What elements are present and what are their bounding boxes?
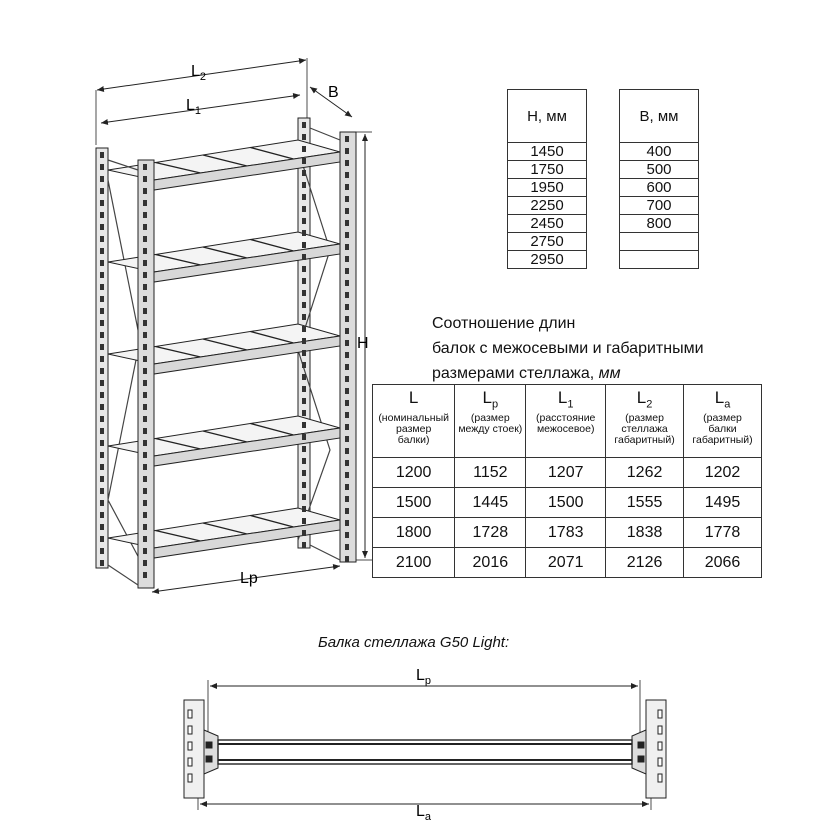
table-cell: 1838 (606, 518, 684, 548)
dimension-l1 (101, 95, 300, 123)
table-cell: 2126 (606, 548, 684, 578)
beam-connector-left (204, 730, 218, 774)
col-header-l: L (номинальный размер балки) (373, 385, 455, 458)
perforation-hole (302, 530, 306, 536)
perforation-hole (100, 488, 104, 494)
table-row (373, 458, 762, 488)
table-cell: 2016 (455, 548, 526, 578)
perforation-hole (302, 290, 306, 296)
perforation-hole (100, 176, 104, 182)
perforation-hole (345, 244, 349, 250)
table-cell: 1262 (606, 458, 684, 488)
perforation-hole (345, 328, 349, 334)
perforation-hole (143, 308, 147, 314)
perforation-hole (345, 472, 349, 478)
beam-upright-left (184, 700, 204, 798)
table-cell: 2100 (373, 548, 455, 578)
table-cell: 1445 (455, 488, 526, 518)
table-cell: 1202 (684, 458, 762, 488)
perforation-hole (302, 218, 306, 224)
perforation-hole (345, 388, 349, 394)
perforation-hole (100, 344, 104, 350)
dimension-beam-la (198, 770, 651, 823)
perforation-hole (302, 506, 306, 512)
perforation-hole (100, 452, 104, 458)
perforation-hole (302, 494, 306, 500)
perforation-hole (143, 500, 147, 506)
perforation-hole (345, 556, 349, 562)
ratio-table (372, 384, 762, 578)
perforation-hole (100, 524, 104, 530)
perforation-hole (302, 374, 306, 380)
table-row (373, 518, 762, 548)
perforation-hole (100, 332, 104, 338)
height-table-header: H, мм (508, 90, 587, 143)
perforation-hole (302, 470, 306, 476)
label-l2: $L_2$ (191, 63, 207, 83)
perforation-hole (345, 412, 349, 418)
perforation-hole (143, 452, 147, 458)
perforation-hole (302, 182, 306, 188)
perforation-hole (345, 544, 349, 550)
beam-connector-right (632, 730, 646, 774)
table-cell: 2071 (526, 548, 606, 578)
label-lp: Lp (240, 570, 258, 587)
table-cell: 1207 (526, 458, 606, 488)
perforation-hole (345, 400, 349, 406)
perforation-hole (143, 416, 147, 422)
perforation-hole (302, 170, 306, 176)
col-header-l2: $L_2$ (размер стеллажа габаритный) (606, 385, 684, 458)
depth-value (620, 251, 699, 269)
perforation-hole (143, 488, 147, 494)
table-cell: 1500 (373, 488, 455, 518)
perforation-hole (100, 260, 104, 266)
label-beam-la: $L_a$ (416, 803, 432, 823)
perforation-hole (100, 548, 104, 554)
perforation-hole (345, 268, 349, 274)
table-cell: 1200 (373, 458, 455, 488)
label-beam-lp: $L_p$ (416, 667, 432, 687)
perforation-hole (345, 316, 349, 322)
depth-value: 700 (620, 197, 699, 215)
perforation-hole (100, 536, 104, 542)
perforation-hole (100, 224, 104, 230)
table-cell: 1778 (684, 518, 762, 548)
height-table (507, 89, 587, 269)
dimension-b (310, 84, 352, 117)
perforation-hole (100, 296, 104, 302)
perforation-hole (345, 520, 349, 526)
dimension-l2 (96, 58, 307, 145)
perforation-hole (302, 386, 306, 392)
perforation-hole (345, 484, 349, 490)
ratio-note (432, 311, 762, 386)
table-cell: 1783 (526, 518, 606, 548)
ratio-note-line2: балок с межосевыми и габаритными (432, 340, 704, 357)
perforation-hole (345, 172, 349, 178)
perforation-hole (302, 146, 306, 152)
height-value: 1950 (508, 179, 587, 197)
perforation-hole (302, 446, 306, 452)
perforation-hole (302, 542, 306, 548)
table-cell: 1495 (684, 488, 762, 518)
label-h: H (357, 335, 369, 352)
dimension-h (356, 132, 372, 560)
perforation-hole (345, 220, 349, 226)
perforation-hole (302, 314, 306, 320)
perforation-hole (143, 332, 147, 338)
perforation-hole (143, 320, 147, 326)
perforation-hole (302, 230, 306, 236)
perforation-hole (302, 458, 306, 464)
perforation-hole (143, 404, 147, 410)
perforation-hole (143, 344, 147, 350)
perforation-hole (345, 196, 349, 202)
perforation-hole (143, 164, 147, 170)
perforation-hole (302, 422, 306, 428)
perforation-hole (302, 518, 306, 524)
table-cell: 1555 (606, 488, 684, 518)
perforation-hole (345, 532, 349, 538)
perforation-hole (302, 122, 306, 128)
rack-drawing (0, 0, 380, 610)
perforation-hole (100, 476, 104, 482)
beam-body (218, 740, 632, 764)
perforation-hole (100, 236, 104, 242)
perforation-hole (143, 296, 147, 302)
col-header-lp: $L_p$ (размер между стоек) (455, 385, 526, 458)
depth-value: 600 (620, 179, 699, 197)
perforation-hole (143, 476, 147, 482)
perforation-hole (100, 320, 104, 326)
depth-table-header: B, мм (620, 90, 699, 143)
perforation-hole (143, 440, 147, 446)
perforation-hole (345, 340, 349, 346)
label-l1: $L_1$ (186, 97, 202, 117)
perforation-hole (100, 356, 104, 362)
perforation-hole (302, 482, 306, 488)
perforation-hole (143, 188, 147, 194)
perforation-hole (100, 272, 104, 278)
perforation-hole (100, 512, 104, 518)
depth-value: 400 (620, 143, 699, 161)
ratio-note-line3: размерами стеллажа, мм (432, 365, 621, 382)
perforation-hole (100, 440, 104, 446)
perforation-hole (302, 242, 306, 248)
perforation-hole (100, 416, 104, 422)
perforation-hole (143, 356, 147, 362)
perforation-hole (143, 524, 147, 530)
perforation-hole (143, 572, 147, 578)
dimension-lp (152, 566, 340, 592)
perforation-hole (302, 362, 306, 368)
label-b: B (328, 84, 339, 101)
perforation-hole (345, 208, 349, 214)
perforation-hole (302, 410, 306, 416)
perforation-hole (100, 200, 104, 206)
depth-value (620, 233, 699, 251)
table-row (373, 548, 762, 578)
perforation-hole (100, 404, 104, 410)
perforation-hole (100, 464, 104, 470)
perforation-hole (143, 428, 147, 434)
perforation-hole (345, 160, 349, 166)
perforation-hole (143, 548, 147, 554)
perforation-hole (143, 392, 147, 398)
perforation-hole (345, 256, 349, 262)
perforation-hole (302, 326, 306, 332)
perforation-hole (302, 350, 306, 356)
perforation-hole (345, 232, 349, 238)
perforation-hole (100, 308, 104, 314)
perforation-hole (100, 152, 104, 158)
table-cell: 1152 (455, 458, 526, 488)
perforation-hole (345, 280, 349, 286)
perforation-hole (302, 158, 306, 164)
perforation-hole (302, 134, 306, 140)
dimension-beam-lp (208, 667, 640, 740)
perforation-hole (302, 302, 306, 308)
table-cell: 1500 (526, 488, 606, 518)
perforation-hole (143, 368, 147, 374)
perforation-hole (302, 254, 306, 260)
perforation-hole (345, 460, 349, 466)
perforation-hole (143, 176, 147, 182)
perforation-hole (302, 266, 306, 272)
beam-caption: Балка стеллажа G50 Light: (318, 634, 510, 651)
perforation-hole (345, 136, 349, 142)
table-cell: 1800 (373, 518, 455, 548)
beam-drawing (170, 660, 680, 824)
perforation-hole (345, 424, 349, 430)
perforation-hole (345, 508, 349, 514)
perforation-hole (100, 164, 104, 170)
perforation-hole (345, 364, 349, 370)
perforation-hole (345, 148, 349, 154)
perforation-hole (302, 278, 306, 284)
perforation-hole (100, 428, 104, 434)
height-value: 1750 (508, 161, 587, 179)
perforation-hole (345, 376, 349, 382)
table-row (373, 488, 762, 518)
perforation-hole (143, 224, 147, 230)
perforation-hole (345, 292, 349, 298)
perforation-hole (143, 536, 147, 542)
perforation-hole (143, 512, 147, 518)
perforation-hole (143, 380, 147, 386)
perforation-hole (345, 436, 349, 442)
perforation-hole (302, 338, 306, 344)
perforation-hole (100, 188, 104, 194)
perforation-hole (100, 380, 104, 386)
perforation-hole (302, 194, 306, 200)
ratio-table-header (373, 385, 762, 458)
perforation-hole (143, 284, 147, 290)
perforation-hole (345, 352, 349, 358)
perforation-hole (143, 560, 147, 566)
height-value: 2950 (508, 251, 587, 269)
perforation-hole (345, 448, 349, 454)
height-value: 2450 (508, 215, 587, 233)
perforation-hole (143, 260, 147, 266)
col-header-la: $L_a$ (размер балки габаритный) (684, 385, 762, 458)
depth-value: 500 (620, 161, 699, 179)
height-value: 2250 (508, 197, 587, 215)
perforation-hole (143, 248, 147, 254)
height-value: 2750 (508, 233, 587, 251)
perforation-hole (345, 496, 349, 502)
perforation-hole (100, 560, 104, 566)
perforation-hole (143, 200, 147, 206)
perforation-hole (100, 500, 104, 506)
table-cell: 2066 (684, 548, 762, 578)
perforation-hole (345, 184, 349, 190)
perforation-hole (302, 434, 306, 440)
perforation-hole (100, 392, 104, 398)
perforation-hole (143, 236, 147, 242)
col-header-l1: $L_1$ (расстояние межосевое) (526, 385, 606, 458)
perforation-hole (302, 206, 306, 212)
perforation-hole (302, 398, 306, 404)
perforation-hole (143, 464, 147, 470)
perforation-hole (143, 272, 147, 278)
height-value: 1450 (508, 143, 587, 161)
depth-value: 800 (620, 215, 699, 233)
ratio-note-line1: Соотношение длин (432, 315, 576, 332)
beam-upright-right (646, 700, 666, 798)
perforation-hole (100, 368, 104, 374)
perforation-hole (143, 212, 147, 218)
table-cell: 1728 (455, 518, 526, 548)
perforation-hole (100, 212, 104, 218)
perforation-hole (345, 304, 349, 310)
depth-table (619, 89, 699, 269)
perforation-hole (100, 284, 104, 290)
perforation-hole (100, 248, 104, 254)
